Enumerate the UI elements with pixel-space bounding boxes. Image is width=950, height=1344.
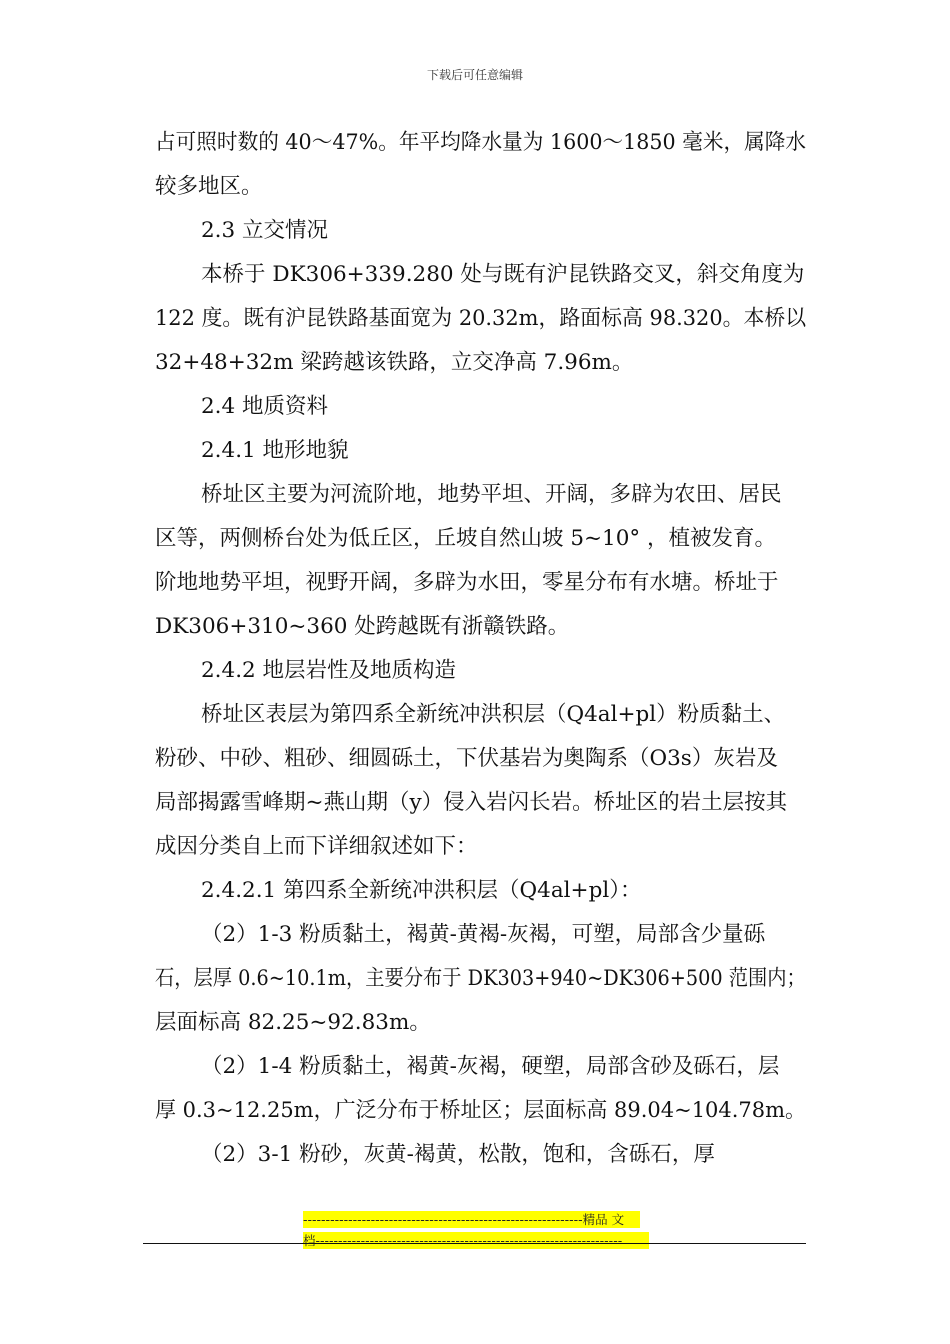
- body-text-line: 厚 0.3~12.25m，广泛分布于桥址区；层面标高 89.04~104.78m。: [155, 1098, 806, 1123]
- body-text-line: 本桥于 DK306+339.280 处与既有沪昆铁路交叉，斜交角度为: [201, 262, 805, 287]
- section-heading: 2.4.2 地层岩性及地质构造: [201, 658, 457, 683]
- body-text-line: 122 度。既有沪昆铁路基面宽为 20.32m，路面标高 98.320。本桥以: [155, 306, 807, 331]
- body-text-line: （2）3-1 粉砂，灰黄-褐黄，松散，饱和，含砾石，厚: [201, 1142, 715, 1167]
- body-text-line: DK306+310~360 处跨越既有浙赣铁路。: [155, 614, 570, 639]
- section-heading: 2.4.1 地形地貌: [201, 438, 349, 463]
- body-text-line: 局部揭露雪峰期~燕山期（y）侵入岩闪长岩。桥址区的岩土层按其: [155, 790, 788, 815]
- body-text-line: 较多地区。: [155, 174, 263, 199]
- body-text-line: 桥址区表层为第四系全新统冲洪积层（Q4al+pl）粉质黏土、: [201, 702, 786, 727]
- footer-watermark: [303, 1211, 651, 1253]
- footer-divider: [143, 1243, 806, 1244]
- page-header: 下载后可任意编辑: [426, 68, 523, 82]
- body-text-line: 32+48+32m 梁跨越该铁路，立交净高 7.96m。: [155, 350, 634, 375]
- body-text-line: 层面标高 82.25~92.83m。: [155, 1010, 431, 1035]
- body-text-line: 成因分类自上而下详细叙述如下：: [155, 834, 478, 859]
- body-text-line: （2）1-3 粉质黏土，褐黄-黄褐-灰褐，可塑，局部含少量砾: [201, 922, 766, 947]
- footer-line-2: 档--------------------------------------------------------------------: [303, 1232, 649, 1249]
- section-heading: 2.4.2.1 第四系全新统冲洪积层（Q4al+pl）：: [201, 878, 642, 903]
- body-text-line: 占可照时数的 40～47%。年平均降水量为 1600～1850 毫米，属降水: [155, 130, 807, 155]
- body-text-line: 石，层厚 0.6~10.1m，主要分布于 DK303+940~DK306+500 范围内；: [155, 966, 806, 991]
- footer-line-1: --------------------------------------------------------------精品 文: [303, 1211, 640, 1228]
- section-heading: 2.3 立交情况: [201, 218, 329, 243]
- body-text-line: 阶地地势平坦，视野开阔，多辟为水田，零星分布有水塘。桥址于: [155, 570, 779, 595]
- body-text-line: （2）1-4 粉质黏土，褐黄-灰褐，硬塑，局部含砂及砾石，层: [201, 1054, 780, 1079]
- section-heading: 2.4 地质资料: [201, 394, 329, 419]
- body-text-line: 粉砂、中砂、粗砂、细圆砾土，下伏基岩为奥陶系（O3s）灰岩及: [155, 746, 778, 771]
- body-text-line: 区等，两侧桥台处为低丘区，丘坡自然山坡 5~10° ，植被发育。: [155, 526, 776, 551]
- body-text-line: 桥址区主要为河流阶地，地势平坦、开阔，多辟为农田、居民: [201, 482, 782, 507]
